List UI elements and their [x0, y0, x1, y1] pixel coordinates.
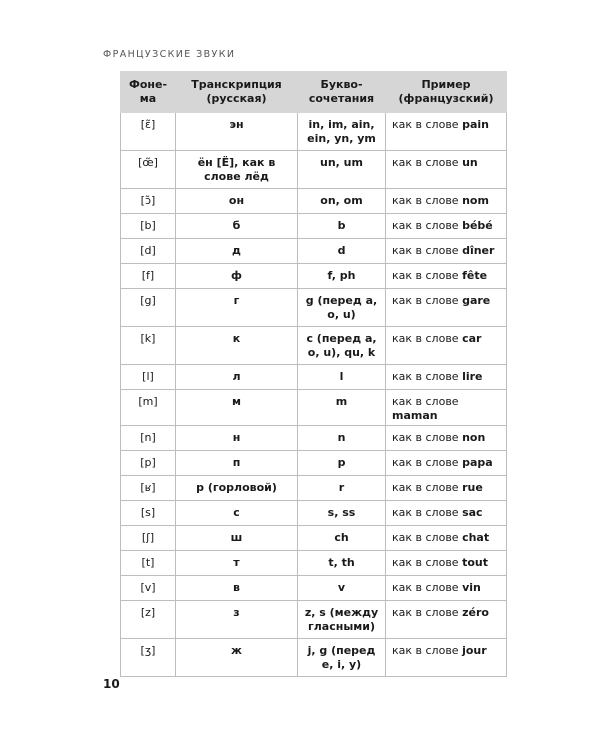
example-prefix: как в слове: [392, 581, 459, 594]
example-cell: [386, 639, 507, 677]
table-row: [121, 390, 507, 426]
example-prefix: как в слове: [392, 556, 459, 569]
transcription-cell: з: [176, 601, 298, 639]
table-row: [121, 526, 507, 551]
transcription-cell: г: [176, 289, 298, 327]
example-cell: [386, 526, 507, 551]
example-word: chat: [462, 531, 490, 544]
example-cell: [386, 151, 507, 189]
table-row: [121, 639, 507, 677]
transcription-cell: н: [176, 426, 298, 451]
example-word: sac: [462, 506, 483, 519]
phoneme-cell: [n]: [121, 426, 176, 451]
running-header: ФРАНЦУЗСКИЕ ЗВУКИ: [103, 49, 236, 60]
transcription-cell: он: [176, 189, 298, 214]
example-cell: [386, 476, 507, 501]
phoneme-cell: [ʁ]: [121, 476, 176, 501]
phoneme-cell: [d]: [121, 239, 176, 264]
phoneme-cell: [l]: [121, 365, 176, 390]
example-cell: [386, 390, 507, 426]
letters-cell: l: [298, 365, 386, 390]
example-prefix: как в слове: [392, 219, 459, 232]
example-prefix: как в слове: [392, 269, 459, 282]
letters-cell: t, th: [298, 551, 386, 576]
example-prefix: как в слове: [392, 118, 459, 131]
letters-cell: in, im, ain, ein, yn, ym: [298, 113, 386, 151]
example-prefix: как в слове: [392, 244, 459, 257]
example-word: un: [462, 156, 478, 169]
phoneme-cell: [ʃ]: [121, 526, 176, 551]
table-row: [121, 214, 507, 239]
example-cell: [386, 365, 507, 390]
example-cell: [386, 551, 507, 576]
phoneme-cell: [f]: [121, 264, 176, 289]
phoneme-cell: [t]: [121, 551, 176, 576]
table-row: [121, 365, 507, 390]
letters-cell: g (перед a, o, u): [298, 289, 386, 327]
example-prefix: как в слове: [392, 156, 459, 169]
transcription-cell: б: [176, 214, 298, 239]
example-cell: [386, 264, 507, 289]
letters-cell: c (перед a, o, u), qu, k: [298, 327, 386, 365]
example-cell: [386, 289, 507, 327]
phoneme-cell: [k]: [121, 327, 176, 365]
table-header-row: [121, 72, 507, 113]
table-row: [121, 601, 507, 639]
table-row: [121, 264, 507, 289]
phoneme-cell: [ʒ]: [121, 639, 176, 677]
example-word: dîner: [462, 244, 495, 257]
page-number: 10: [103, 677, 120, 691]
example-cell: [386, 327, 507, 365]
example-word: fête: [462, 269, 488, 282]
letters-cell: j, g (перед e, i, y): [298, 639, 386, 677]
transcription-cell: р (горловой): [176, 476, 298, 501]
example-word: rue: [462, 481, 483, 494]
example-word: lire: [462, 370, 483, 383]
letters-cell: s, ss: [298, 501, 386, 526]
letters-cell: b: [298, 214, 386, 239]
phoneme-cell: [z]: [121, 601, 176, 639]
example-cell: [386, 189, 507, 214]
example-prefix: как в слове: [392, 294, 459, 307]
letters-cell: z, s (между гласными): [298, 601, 386, 639]
phoneme-cell: [m]: [121, 390, 176, 426]
example-word: gare: [462, 294, 491, 307]
example-prefix: как в слове: [392, 456, 459, 469]
letters-cell: f, ph: [298, 264, 386, 289]
example-cell: [386, 239, 507, 264]
transcription-cell: ф: [176, 264, 298, 289]
example-cell: [386, 501, 507, 526]
transcription-cell: т: [176, 551, 298, 576]
example-cell: [386, 576, 507, 601]
example-cell: [386, 113, 507, 151]
letters-cell: on, om: [298, 189, 386, 214]
transcription-cell: эн: [176, 113, 298, 151]
table-row: [121, 426, 507, 451]
letters-cell: d: [298, 239, 386, 264]
phoneme-cell: [b]: [121, 214, 176, 239]
table-row: [121, 327, 507, 365]
transcription-cell: в: [176, 576, 298, 601]
header-transcription: Транскрипция (русская): [176, 72, 298, 113]
example-cell: [386, 451, 507, 476]
table-row: [121, 451, 507, 476]
example-prefix: как в слове: [392, 644, 459, 657]
phoneme-table: [120, 71, 507, 677]
letters-cell: m: [298, 390, 386, 426]
example-prefix: как в слове: [392, 431, 459, 444]
letters-cell: un, um: [298, 151, 386, 189]
phoneme-cell: [v]: [121, 576, 176, 601]
transcription-cell: ён [Ё], как в слове лёд: [176, 151, 298, 189]
letters-cell: n: [298, 426, 386, 451]
example-prefix: как в слове: [392, 531, 459, 544]
table-row: [121, 113, 507, 151]
example-word: zéro: [462, 606, 489, 619]
table-row: [121, 239, 507, 264]
example-cell: [386, 426, 507, 451]
example-word: tout: [462, 556, 488, 569]
table-row: [121, 189, 507, 214]
transcription-cell: ж: [176, 639, 298, 677]
example-word: bébé: [462, 219, 493, 232]
transcription-cell: к: [176, 327, 298, 365]
phoneme-cell: [ɛ̃]: [121, 113, 176, 151]
example-word: non: [462, 431, 486, 444]
header-phoneme: Фоне- ма: [121, 72, 176, 113]
example-cell: [386, 601, 507, 639]
transcription-cell: л: [176, 365, 298, 390]
example-word: pain: [462, 118, 489, 131]
example-word: nom: [462, 194, 489, 207]
transcription-cell: с: [176, 501, 298, 526]
example-prefix: как в слове: [392, 194, 459, 207]
phoneme-cell: [p]: [121, 451, 176, 476]
example-cell: [386, 214, 507, 239]
example-prefix: как в слове: [392, 506, 459, 519]
example-word: jour: [462, 644, 487, 657]
table-row: [121, 501, 507, 526]
example-word: papa: [462, 456, 493, 469]
table-row: [121, 289, 507, 327]
letters-cell: ch: [298, 526, 386, 551]
phoneme-cell: [ɔ̃]: [121, 189, 176, 214]
table-row: [121, 151, 507, 189]
table-row: [121, 476, 507, 501]
table-row: [121, 576, 507, 601]
example-word: maman: [392, 409, 438, 422]
example-prefix: как в слове: [392, 332, 459, 345]
transcription-cell: п: [176, 451, 298, 476]
letters-cell: v: [298, 576, 386, 601]
letters-cell: p: [298, 451, 386, 476]
phoneme-cell: [g]: [121, 289, 176, 327]
table-body: [121, 113, 507, 677]
example-prefix: как в слове: [392, 370, 459, 383]
letters-cell: r: [298, 476, 386, 501]
example-prefix: как в слове: [392, 606, 459, 619]
transcription-cell: д: [176, 239, 298, 264]
phoneme-cell: [s]: [121, 501, 176, 526]
table-row: [121, 551, 507, 576]
example-prefix: как в слове: [392, 481, 459, 494]
example-word: vin: [462, 581, 481, 594]
transcription-cell: ш: [176, 526, 298, 551]
example-word: car: [462, 332, 482, 345]
transcription-cell: м: [176, 390, 298, 426]
header-letter-combinations: Букво- сочетания: [298, 72, 386, 113]
example-prefix: как в слове: [392, 395, 459, 408]
phoneme-cell: [œ̃]: [121, 151, 176, 189]
header-example: Пример (французский): [386, 72, 507, 113]
